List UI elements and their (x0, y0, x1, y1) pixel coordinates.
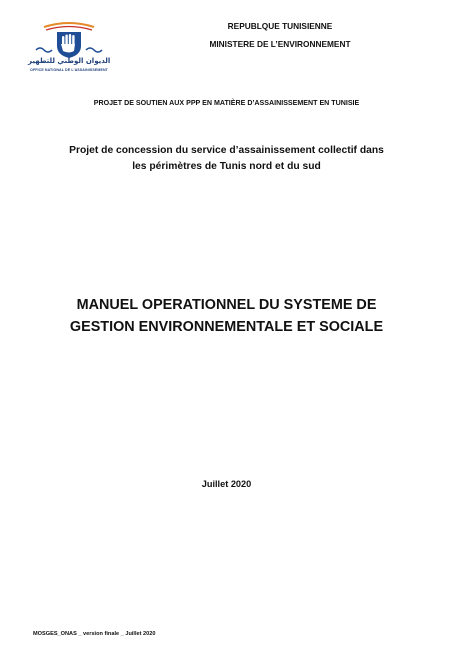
header-ministry: MINISTERE DE L’ENVIRONNEMENT (209, 39, 351, 49)
header-country: REPUBLQUE TUNISIENNE (227, 21, 333, 31)
title-line-2: GESTION ENVIRONNEMENTALE ET SOCIALE (69, 319, 384, 335)
onas-logo (28, 20, 110, 82)
document-date: Juillet 2020 (201, 479, 252, 489)
onas-hand-logo-icon (28, 20, 110, 58)
footer-version: MOSGES_ONAS _ version finale _ Juillet 2020 (33, 631, 156, 637)
title-line-1: MANUEL OPERATIONNEL DU SYSTEME DE (76, 297, 377, 313)
subtitle-line-1: Projet de concession du service d’assainissement collectif dans (69, 145, 384, 156)
subtitle-line-2: les périmètres de Tunis nord et du sud (132, 161, 321, 172)
program-title: PROJET DE SOUTIEN AUX PPP EN MATIÈRE D’ASSAINISSEMENT EN TUNISIE (93, 99, 360, 107)
document-title (20, 294, 433, 338)
logo-arabic-text: الديوان الوطني للتطهير (28, 57, 111, 65)
logo-latin-text: OFFICE NATIONAL DE L'ASSAINISSEMENT (30, 68, 108, 72)
document-subtitle (30, 143, 423, 175)
